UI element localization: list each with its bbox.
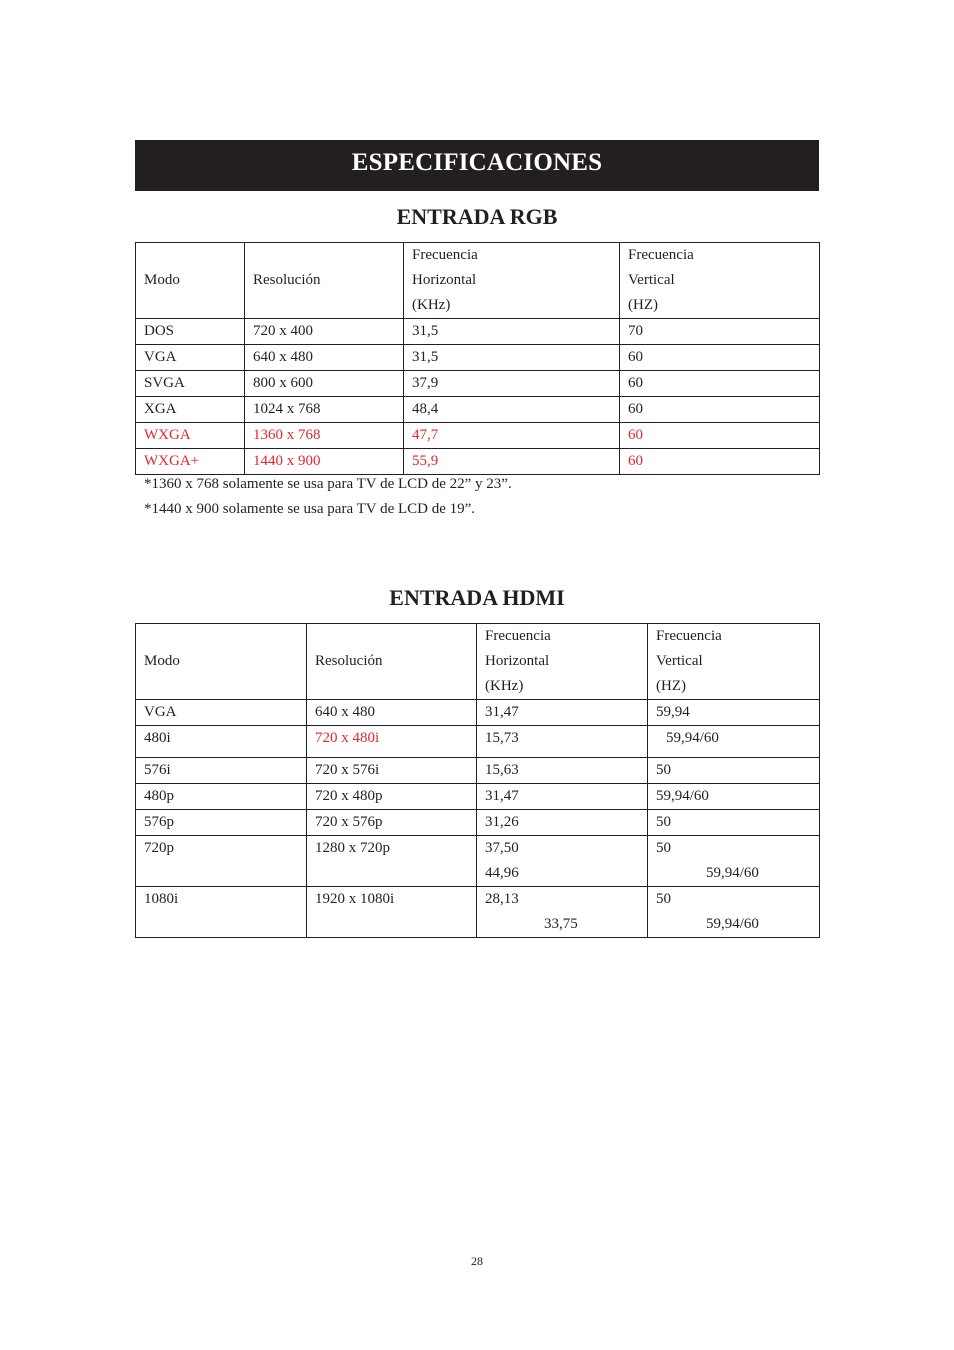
table-row-highlighted: WXGA+ 1440 x 900 55,9 60 [136,449,820,475]
table-row: 720p 1280 x 720p 37,50 44,96 50 59,94/60 [136,836,820,887]
rgb-header-mode: Modo [136,243,245,319]
table-row: XGA 1024 x 768 48,4 60 [136,397,820,423]
hdmi-header-resolution: Resolución [307,624,477,700]
rgb-header-row [136,243,820,319]
section-title: ESPECIFICACIONES [351,149,603,176]
rgb-note: *1360 x 768 solamente se usa para TV de LCD de 22” y 23”. [144,476,512,492]
table-row: VGA 640 x 480 31,5 60 [136,345,820,371]
rgb-table [135,242,820,475]
rgb-header-hfreq: Frecuencia Horizontal (KHz) [404,243,620,319]
table-row: 480p 720 x 480p 31,47 59,94/60 [136,784,820,810]
table-row: VGA 640 x 480 31,47 59,94 [136,700,820,726]
hdmi-header-vfreq: Frecuencia Vertical (HZ) [648,624,820,700]
section-title-banner [135,140,819,191]
hdmi-table [135,623,820,938]
hdmi-header-row [136,624,820,700]
rgb-header-resolution: Resolución [245,243,404,319]
table-row: 576p 720 x 576p 31,26 50 [136,810,820,836]
table-row: 1080i 1920 x 1080i 28,13 33,75 50 59,94/60 [136,887,820,938]
page-number: 28 [471,1254,483,1268]
table-row: 576i 720 x 576i 15,63 50 [136,758,820,784]
rgb-note: *1440 x 900 solamente se usa para TV de LCD de 19”. [144,501,476,517]
rgb-heading: ENTRADA RGB [396,204,558,229]
hdmi-header-hfreq: Frecuencia Horizontal (KHz) [477,624,648,700]
table-row: SVGA 800 x 600 37,9 60 [136,371,820,397]
table-row-highlighted: WXGA 1360 x 768 47,7 60 [136,423,820,449]
table-row: 480i 720 x 480i 15,73 59,94/60 [136,726,820,758]
table-row: DOS 720 x 400 31,5 70 [136,319,820,345]
hdmi-heading: ENTRADA HDMI [389,585,565,610]
hdmi-header-mode: Modo [136,624,307,700]
rgb-header-vfreq: Frecuencia Vertical (HZ) [620,243,820,319]
